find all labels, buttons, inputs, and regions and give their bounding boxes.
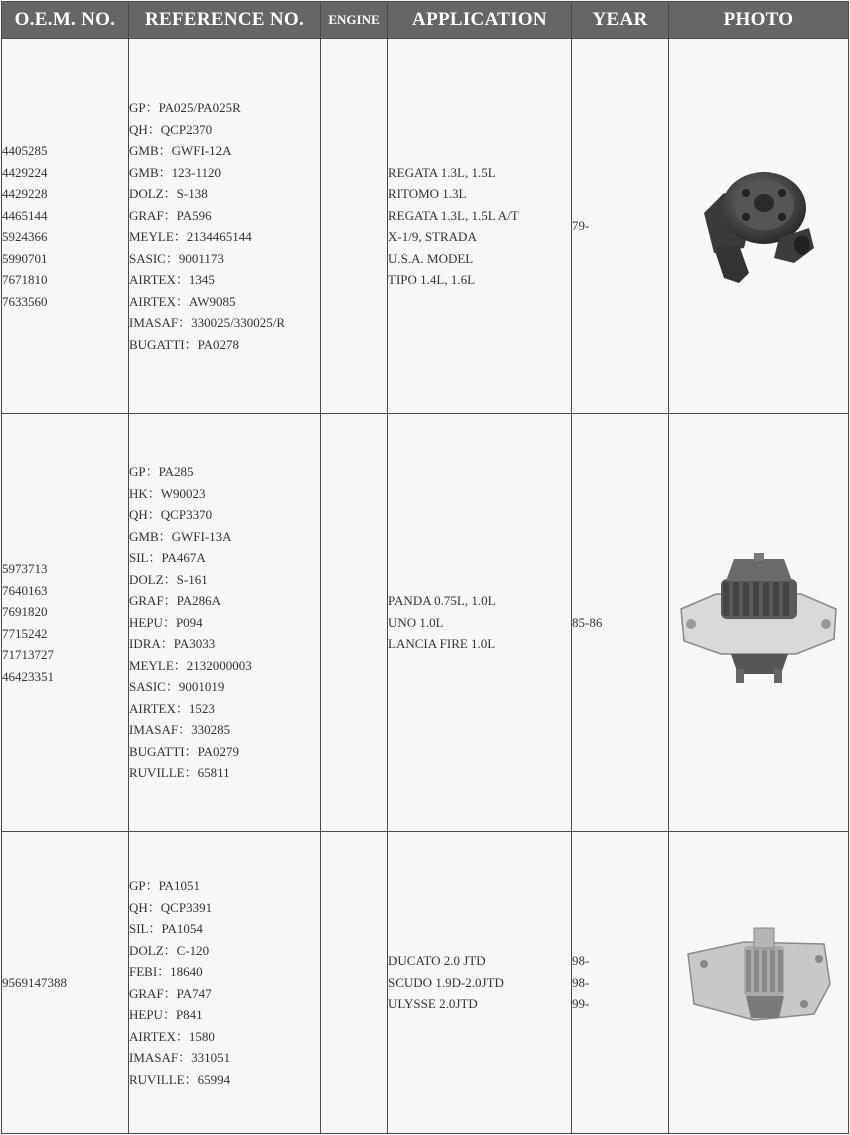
reference-cell-line: QH：QCP2370 [129,121,213,137]
reference-cell-line: DOLZ：S-161 [129,571,208,587]
reference-cell-line: SIL：PA467A [129,550,206,566]
reference-cell-line: GRAF：PA286A [129,593,221,609]
reference-cell-line: AIRTEX：1345 [129,272,215,287]
reference-cell-line: GMB：123-1120 [129,164,221,180]
reference-cell-line: DOLZ：S-138 [129,186,208,201]
reference-cell-line: AIRTEX：AW9085 [129,293,236,309]
application-cell [388,414,572,832]
application-cell-line: TIPO 1.4L, 1.6L [388,272,476,287]
reference-cell-line: QH：QCP3370 [129,507,213,523]
reference-cell-line: GRAF：PA747 [129,985,212,1001]
reference-cell-line: RUVILLE：65994 [129,1071,231,1087]
reference-cell-line: HK：W90023 [129,485,206,501]
oem-number-cell-line: 7715242 [2,625,48,641]
reference-cell [129,39,321,414]
oem-number-cell-line: 4429224 [2,164,48,180]
oem-number-cell [2,414,129,832]
year-cell [572,414,669,832]
table-row [2,39,849,414]
reference-cell-line: HEPU：P841 [129,1007,203,1023]
year-cell-line: 98- [572,974,590,990]
application-cell-line: LANCIA FIRE 1.0L [388,636,496,652]
table-row [2,414,849,832]
reference-cell-line: MEYLE：2132000003 [129,657,252,673]
reference-cell-line: IMASAF：330285 [129,722,231,738]
reference-cell-line: SIL：PA1054 [129,921,203,937]
reference-cell-line: GMB：GWFI-13A [129,528,232,544]
year-cell [572,832,669,1134]
reference-cell-line: HEPU：P094 [129,614,203,630]
header-row [2,2,849,39]
oem-number-cell-line: 7671810 [2,272,48,287]
reference-cell-line: AIRTEX：1523 [129,700,215,716]
photo-cell [669,414,849,832]
header-photo: PHOTO [669,2,849,39]
engine-cell [321,414,388,832]
reference-cell-line: QH：QCP3391 [129,899,213,915]
water-pump-photo-icon [684,153,834,300]
engine-cell [321,832,388,1134]
reference-cell-line: BUGATTI：PA0278 [129,336,240,352]
reference-cell-line: SASIC：9001019 [129,679,225,695]
oem-number-cell-line: 7691820 [2,604,48,620]
oem-number-cell-line: 4405285 [2,143,48,158]
year-cell [572,39,669,414]
water-pump-photo-icon [684,924,834,1034]
oem-number-cell-line: 46423351 [2,668,54,684]
reference-cell-line: GMB：GWFI-12A [129,143,232,158]
water-pump-photo-icon [676,549,841,696]
reference-cell-line: GP：PA285 [129,464,194,480]
engine-cell [321,39,388,414]
oem-number-cell-line: 4465144 [2,207,48,223]
application-cell-line: U.S.A. MODEL [388,250,474,266]
application-cell-line: REGATA 1.3L, 1.5L A/T [388,207,519,223]
year-cell-line: 85-86 [572,614,603,630]
reference-cell-line: GRAF：PA596 [129,207,212,223]
application-cell-line: X-1/9, STRADA [388,229,477,244]
year-cell-line: 99- [572,996,590,1012]
application-cell [388,832,572,1134]
reference-cell-line: GP：PA025/PA025R [129,100,241,115]
water-pump-photo-icon [676,549,841,689]
application-cell-line: UNO 1.0L [388,614,444,630]
oem-number-cell-line: 5924366 [2,229,48,244]
oem-number-cell-line: 71713727 [2,647,54,663]
oem-number-cell-line: 5990701 [2,250,48,266]
oem-number-cell-line: 7633560 [2,293,48,309]
oem-number-cell-line: 4429228 [2,186,48,201]
application-cell-line: ULYSSE 2.0JTD [388,996,478,1012]
header-engine: ENGINE [321,2,388,39]
table-row [2,832,849,1134]
oem-number-cell [2,39,129,414]
reference-cell-line: GP：PA1051 [129,878,201,894]
water-pump-table [1,1,849,1134]
year-cell-line: 98- [572,953,590,969]
reference-cell-line: IDRA：PA3033 [129,636,216,652]
photo-cell [669,832,849,1134]
application-cell-line: REGATA 1.3L, 1.5L [388,164,496,180]
header-reference: REFERENCE NO. [129,2,321,39]
header-application: APPLICATION [388,2,572,39]
reference-cell [129,832,321,1134]
reference-cell-line: BUGATTI：PA0279 [129,743,240,759]
header-oem: O.E.M. NO. [2,2,129,39]
application-cell-line: DUCATO 2.0 JTD [388,953,486,969]
oem-number-cell-line: 9569147388 [2,974,67,990]
header-year: YEAR [572,2,669,39]
water-pump-photo-icon [684,924,834,1041]
application-cell-line: PANDA 0.75L, 1.0L [388,593,496,609]
reference-cell-line: AIRTEX：1580 [129,1028,215,1044]
photo-cell [669,39,849,414]
application-cell-line: RITOMO 1.3L [388,186,467,201]
reference-cell-line: RUVILLE：65811 [129,765,230,781]
year-cell-line: 79- [572,218,590,234]
reference-cell [129,414,321,832]
reference-cell-line: MEYLE：2134465144 [129,229,252,244]
oem-number-cell-line: 5973713 [2,561,48,577]
reference-cell-line: SASIC：9001173 [129,250,224,266]
application-cell [388,39,572,414]
reference-cell-line: IMASAF：331051 [129,1050,231,1066]
reference-cell-line: FEBI：18640 [129,964,203,980]
application-cell-line: SCUDO 1.9D-2.0JTD [388,974,504,990]
reference-cell-line: IMASAF：330025/330025/R [129,315,286,330]
water-pump-photo-icon [684,153,834,293]
oem-number-cell [2,832,129,1134]
oem-number-cell-line: 7640163 [2,582,48,598]
reference-cell-line: DOLZ：C-120 [129,942,210,958]
